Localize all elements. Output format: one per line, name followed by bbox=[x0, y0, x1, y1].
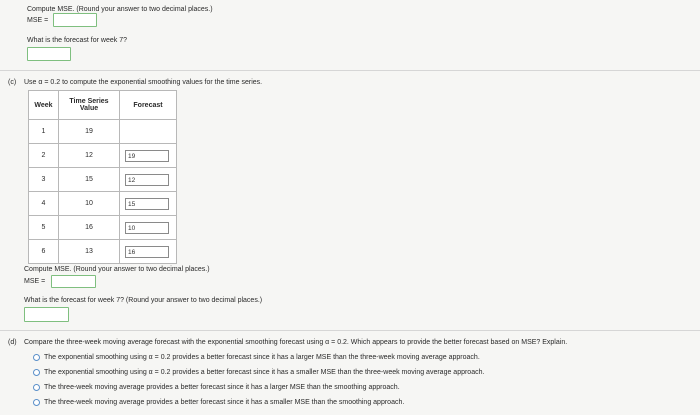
forecast-cell bbox=[120, 240, 177, 264]
forecast-input-c[interactable] bbox=[24, 307, 69, 322]
week-cell: 6 bbox=[29, 240, 59, 264]
radio-option-2[interactable] bbox=[33, 369, 40, 376]
forecast-input[interactable]: 16 bbox=[125, 246, 169, 258]
table-row bbox=[29, 120, 177, 144]
forecast-input[interactable]: 10 bbox=[125, 222, 169, 234]
radio-option-1[interactable] bbox=[33, 354, 40, 361]
week-cell: 5 bbox=[29, 216, 59, 240]
header-forecast: Forecast bbox=[120, 91, 177, 120]
compute-mse-text-b: Compute MSE. (Round your answer to two decimal places.) bbox=[27, 6, 213, 13]
compute-mse-text-c: Compute MSE. (Round your answer to two decimal places.) bbox=[24, 266, 210, 273]
exponential-smoothing-table bbox=[28, 90, 177, 264]
forecast-input[interactable]: 12 bbox=[125, 174, 169, 186]
forecast-cell bbox=[120, 216, 177, 240]
forecast-cell-empty bbox=[120, 120, 177, 144]
forecast-input[interactable]: 15 bbox=[125, 198, 169, 210]
header-week: Week bbox=[29, 91, 59, 120]
week-cell: 4 bbox=[29, 192, 59, 216]
mse-label-c: MSE = bbox=[24, 278, 46, 285]
part-c-label: (c) bbox=[8, 79, 17, 86]
value-cell: 13 bbox=[59, 240, 120, 264]
forecast-input-b[interactable] bbox=[27, 47, 71, 61]
forecast-cell bbox=[120, 168, 177, 192]
table-row bbox=[29, 216, 177, 240]
week-cell: 3 bbox=[29, 168, 59, 192]
option-4-text: The three-week moving average provides a better forecast since it has a smaller MSE than the smoothing approach. bbox=[44, 399, 405, 406]
radio-option-4[interactable] bbox=[33, 399, 40, 406]
value-cell: 16 bbox=[59, 216, 120, 240]
mse-label-b: MSE = bbox=[27, 17, 49, 24]
value-cell: 19 bbox=[59, 120, 120, 144]
forecast-question-b: What is the forecast for week 7? bbox=[27, 37, 127, 44]
radio-option-3[interactable] bbox=[33, 384, 40, 391]
part-d-label: (d) bbox=[8, 339, 17, 346]
section-divider bbox=[0, 70, 700, 71]
value-cell: 15 bbox=[59, 168, 120, 192]
part-d-question: Compare the three-week moving average forecast with the exponential smoothing forecast using α = 0.2. Which appears to provide the better forecast based on MSE? Explain. bbox=[24, 339, 568, 346]
option-1-text: The exponential smoothing using α = 0.2 provides a better forecast since it has a larger MSE than the three-week moving average approach. bbox=[44, 354, 480, 361]
option-2-text: The exponential smoothing using α = 0.2 provides a better forecast since it has a smaller MSE than the three-week moving average approach. bbox=[44, 369, 485, 376]
week-cell: 1 bbox=[29, 120, 59, 144]
option-3-text: The three-week moving average provides a better forecast since it has a larger MSE than the smoothing approach. bbox=[44, 384, 400, 391]
value-cell: 12 bbox=[59, 144, 120, 168]
header-series-line1: Time Series bbox=[69, 98, 109, 105]
part-c-instruction: Use α = 0.2 to compute the exponential smoothing values for the time series. bbox=[24, 79, 263, 86]
table-row bbox=[29, 144, 177, 168]
table-row bbox=[29, 168, 177, 192]
forecast-question-c: What is the forecast for week 7? (Round your answer to two decimal places.) bbox=[24, 297, 263, 304]
header-series-line2: Value bbox=[79, 105, 99, 112]
header-time-series-value bbox=[59, 91, 120, 120]
forecast-input[interactable]: 19 bbox=[125, 150, 169, 162]
table-row bbox=[29, 192, 177, 216]
week-cell: 2 bbox=[29, 144, 59, 168]
mse-input-b[interactable] bbox=[53, 13, 97, 27]
forecast-cell bbox=[120, 192, 177, 216]
value-cell: 10 bbox=[59, 192, 120, 216]
section-divider bbox=[0, 330, 700, 331]
forecast-cell bbox=[120, 144, 177, 168]
table-row bbox=[29, 240, 177, 264]
mse-input-c[interactable] bbox=[51, 275, 96, 288]
